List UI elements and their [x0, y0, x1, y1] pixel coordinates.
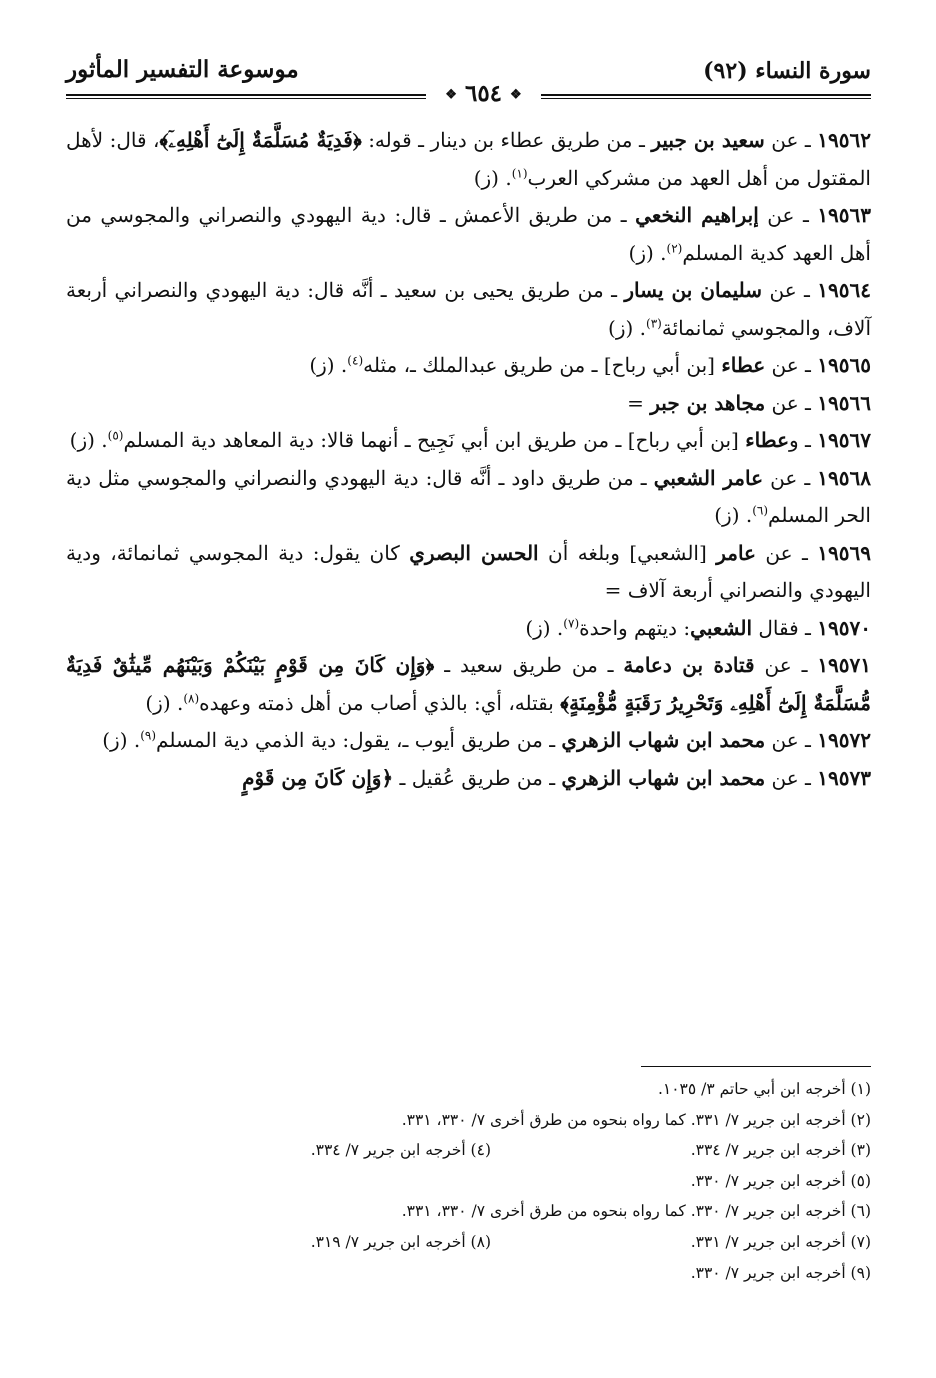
footnote: (٦) أخرجه ابن جرير ٧/ ٣٣٠. كما رواه بنحوه من طرق أخرى ٧/ ٣٣٠، ٣٣١. [401, 1202, 871, 1221]
entry-text: كان يقول: دية المجوسي ثمانمائة، ودية اليهودي والنصراني أربعة آلاف = [66, 540, 871, 602]
entry-tail: . (ز) [473, 165, 512, 190]
entry-text: [الشعبي] وبلغه أن [548, 540, 707, 565]
entry-prefix: عن [771, 353, 799, 377]
entry-text: ـ من طريق يحيى بن سعيد ـ أنَّه قال: دية اليهودي والنصراني أربعة آلاف، والمجوسي ثمانمائة [66, 278, 871, 340]
footnote-line [66, 1135, 871, 1166]
entry-tail: . (ز) [69, 428, 108, 452]
footnote: (٩) أخرجه ابن جرير ٧/ ٣٣٠. [690, 1263, 871, 1282]
narration-entry: ١٩٥٦٦ ـ عن مجاهد بن جبر = [627, 390, 871, 415]
entry-prefix: عن [765, 540, 793, 565]
entry-prefix: عن [771, 728, 799, 752]
entry-text: = [627, 390, 644, 415]
entry-prefix: عن [767, 203, 795, 227]
narrator-name: سعيد بن جبير [651, 128, 765, 152]
footnote: (٣) أخرجه ابن جرير ٧/ ٣٣٤. [690, 1141, 871, 1160]
entry-number: ١٩٥٦٢ [817, 128, 872, 152]
narration-entry: ١٩٥٧٢ ـ عن محمد ابن شهاب الزهري ـ من طريق أيوب ـ، يقول: دية الذمي دية المسلم$^{(٩)}$. (ز) [102, 728, 871, 752]
entry-number: ١٩٥٧٣ [817, 765, 871, 790]
quran-verse: ﴿وَإِن كَانَ مِن قَوْمٍ بَيْنَكُمْ وَبَيْنَهُم مِّيثَٰقٌ فَدِيَةٌ مُّسَلَّمَةٌ إِلَىٰٓ أَهْلِهِۦ وَتَحْرِيرُ رَقَبَةٍ مُّؤْمِنَةٍ﴾ [66, 653, 871, 715]
entry-number: ١٩٥٦٦ [817, 390, 871, 415]
footnote: (٤) أخرجه ابن جرير ٧/ ٣٣٤. [310, 1141, 491, 1160]
narration-entry: ١٩٥٦٩ ـ عن عامر [الشعبي] وبلغه أن الحسن البصري كان يقول: دية المجوسي ثمانمائة، ودية اليهودي والنصراني أربعة آلاف = [66, 540, 871, 602]
entry-text: بقتله، أي: بالذي أصاب من أهل ذمته وعهده [199, 690, 554, 715]
entry-number: ١٩٥٧١ [817, 653, 872, 677]
quran-verse: ﴿وَإِن كَانَ مِن قَوْمٍ [242, 765, 394, 790]
header-rule-left [66, 94, 426, 99]
surah-title: سورة النساء (٩٢) [703, 58, 871, 84]
footnote-line [66, 1227, 871, 1258]
entry-text: ـ من طريق أيوب ـ، يقول: دية الذمي دية المسلم [156, 728, 556, 752]
narration-entry: ١٩٥٦٢ ـ عن سعيد بن جبير ـ من طريق عطاء بن دينار ـ قوله: ﴿فَدِيَةٌ مُسَلَّمَةٌ إِلَىٰٓ أَهْلِهِۦٓ﴾، قال: لأهل المقتول من أهل العهد من مشركي العرب$^{(١)}$. (ز) [66, 128, 872, 190]
running-header [66, 46, 871, 107]
entry-text: ـ من طريق عُقيل ـ [399, 765, 556, 790]
footnote: (٢) أخرجه ابن جرير ٧/ ٣٣١. كما رواه بنحوه من طرق أخرى ٧/ ٣٣٠، ٣٣١. [401, 1110, 871, 1129]
narration-entry: ١٩٥٧٠ ـ فقال الشعبي: ديتهم واحدة$^{(٧)}$. (ز) [525, 615, 871, 640]
entry-tail: . (ز) [608, 315, 647, 340]
entry-tail: . (ز) [714, 503, 753, 527]
entry-prefix: فقال [758, 615, 799, 640]
entry-tail: . (ز) [309, 353, 348, 377]
footnote-line [66, 1196, 871, 1227]
footnote-line [66, 1166, 871, 1197]
narrator-name: عامر الشعبي [653, 465, 764, 490]
entry-number: ١٩٥٦٨ [817, 465, 872, 490]
footnote-line [66, 1105, 871, 1136]
narrator-name: الحسن البصري [409, 540, 539, 565]
entry-prefix: عن [771, 765, 799, 790]
narrator-name: قتادة بن دعامة [623, 653, 755, 677]
footnote-ref: (٥) [107, 428, 124, 443]
narration-entry: ١٩٥٧١ ـ عن قتادة بن دعامة ـ من طريق سعيد ـ ﴿وَإِن كَانَ مِن قَوْمٍ بَيْنَكُمْ وَبَيْنَهُم مِّيثَٰقٌ فَدِيَةٌ مُّسَلَّمَةٌ إِلَىٰٓ أَهْلِهِۦ وَتَحْرِيرُ رَقَبَةٍ مُّؤْمِنَةٍ﴾ بقتله، أي: بالذي أصاب من أهل ذمته وعهده$^{(٨)}$. (ز) [66, 653, 872, 715]
footnotes [66, 1074, 871, 1288]
narrator-name: سليمان بن يسار [624, 278, 763, 302]
footnote-ref: (٢) [666, 240, 683, 255]
footnote-ref: (٦) [752, 503, 769, 518]
narrator-name: محمد ابن شهاب الزهري [561, 728, 766, 752]
narrator-name: محمد ابن شهاب الزهري [561, 765, 766, 790]
footnote: (١) أخرجه ابن أبي حاتم ٣/ ١٠٣٥. [657, 1080, 871, 1098]
entry-prefix: عن [771, 390, 799, 415]
footnote-ref: (٨) [183, 690, 200, 705]
footnote-ref: (٣) [646, 315, 662, 330]
narration-entry: ١٩٥٧٣ ـ عن محمد ابن شهاب الزهري ـ من طريق عُقيل ـ ﴿وَإِن كَانَ مِن قَوْمٍ [242, 765, 871, 790]
ornament-icon: ❖ [510, 87, 522, 103]
entry-tail: . (ز) [102, 728, 141, 752]
entry-number: ١٩٥٦٣ [817, 203, 872, 227]
entry-text: ـ من طريق عطاء بن دينار ـ قوله: [368, 128, 645, 152]
footnote-separator [641, 1066, 871, 1067]
entry-number: ١٩٥٦٤ [817, 278, 872, 302]
entry-number: ١٩٥٦٩ [817, 540, 871, 565]
entry-prefix: عن [769, 278, 797, 302]
entry-text: [بن أبي رباح] ـ من طريق عبدالملك ـ، مثله [363, 353, 715, 377]
quran-verse: ﴿فَدِيَةٌ مُسَلَّمَةٌ إِلَىٰٓ أَهْلِهِۦٓ﴾ [159, 128, 362, 152]
main-text [66, 122, 871, 797]
entry-prefix: و [789, 428, 799, 452]
footnote: (٥) أخرجه ابن جرير ٧/ ٣٣٠. [690, 1171, 871, 1190]
narration-entry: ١٩٥٦٥ ـ عن عطاء [بن أبي رباح] ـ من طريق عبدالملك ـ، مثله$^{(٤)}$. (ز) [309, 353, 871, 377]
entry-text: ـ من طريق داود ـ أنَّه قال: دية اليهودي والنصراني والمجوسي مثل دية الحر المسلم [66, 465, 871, 527]
narration-entry: ١٩٥٦٧ ـ وعطاء [بن أبي رباح] ـ من طريق ابن أبي نَجِيح ـ أنهما قالا: دية المعاهد دية المسلم$^{(٥)}$. (ز) [69, 428, 871, 452]
narrator-name: إبراهيم النخعي [635, 203, 759, 227]
entry-number: ١٩٥٦٥ [817, 353, 871, 377]
entry-tail: . (ز) [145, 690, 184, 715]
narration-entry: ١٩٥٦٣ ـ عن إبراهيم النخعي ـ من طريق الأعمش ـ قال: دية اليهودي والنصراني والمجوسي من أهل العهد كدية المسلم$^{(٢)}$. (ز) [66, 203, 872, 265]
entry-number: ١٩٥٧٠ [817, 615, 871, 640]
entry-text: : ديتهم واحدة [579, 615, 691, 640]
entry-tail: . (ز) [628, 240, 667, 265]
ornament-icon: ❖ [445, 87, 457, 103]
footnote-ref: (٤) [347, 353, 364, 368]
entry-number: ١٩٥٧٢ [817, 728, 871, 752]
entry-number: ١٩٥٦٧ [817, 428, 871, 452]
footnote-ref: (٧) [563, 615, 580, 630]
entry-text: [بن أبي رباح] ـ من طريق ابن أبي نَجِيح ـ أنهما قالا: دية المعاهد دية المسلم [123, 428, 739, 452]
narration-entry: ١٩٥٦٨ ـ عن عامر الشعبي ـ من طريق داود ـ أنَّه قال: دية اليهودي والنصراني والمجوسي مثل دية الحر المسلم$^{(٦)}$. (ز) [66, 465, 872, 527]
footnote-ref: (١) [511, 165, 528, 180]
footnote-ref: (٩) [140, 728, 157, 743]
footnote-line [66, 1074, 871, 1105]
footnote: (٨) أخرجه ابن جرير ٧/ ٣١٩. [310, 1232, 491, 1251]
footnote-line [66, 1258, 871, 1289]
entry-text: ، قال: لأهل المقتول من أهل العهد من مشركي العرب [66, 128, 871, 190]
narrator-name: عطاء [745, 428, 790, 452]
entry-text: ـ من طريق الأعمش ـ قال: دية اليهودي والنصراني والمجوسي من أهل العهد كدية المسلم [66, 203, 871, 265]
narrator-name: عطاء [721, 353, 766, 377]
narrator-name: عامر [716, 540, 756, 565]
book-title: موسوعة التفسير المأثور [66, 56, 299, 83]
header-rule-right [541, 94, 871, 99]
entry-tail: . (ز) [525, 615, 564, 640]
entry-prefix: عن [770, 465, 798, 490]
footnote: (٧) أخرجه ابن جرير ٧/ ٣٣١. [690, 1232, 871, 1251]
narration-entry: ١٩٥٦٤ ـ عن سليمان بن يسار ـ من طريق يحيى بن سعيد ـ أنَّه قال: دية اليهودي والنصراني أربعة آلاف، والمجوسي ثمانمائة$^{(٣)}$. (ز) [66, 278, 872, 340]
page-number-block [426, 80, 541, 107]
entry-text: ـ من طريق سعيد ـ [444, 653, 614, 677]
page-number: ٦٥٤ [464, 80, 503, 107]
narrator-name: مجاهد بن جبر [650, 390, 766, 415]
narrator-name: الشعبي [690, 615, 753, 640]
entry-prefix: عن [764, 653, 792, 677]
entry-prefix: عن [771, 128, 799, 152]
